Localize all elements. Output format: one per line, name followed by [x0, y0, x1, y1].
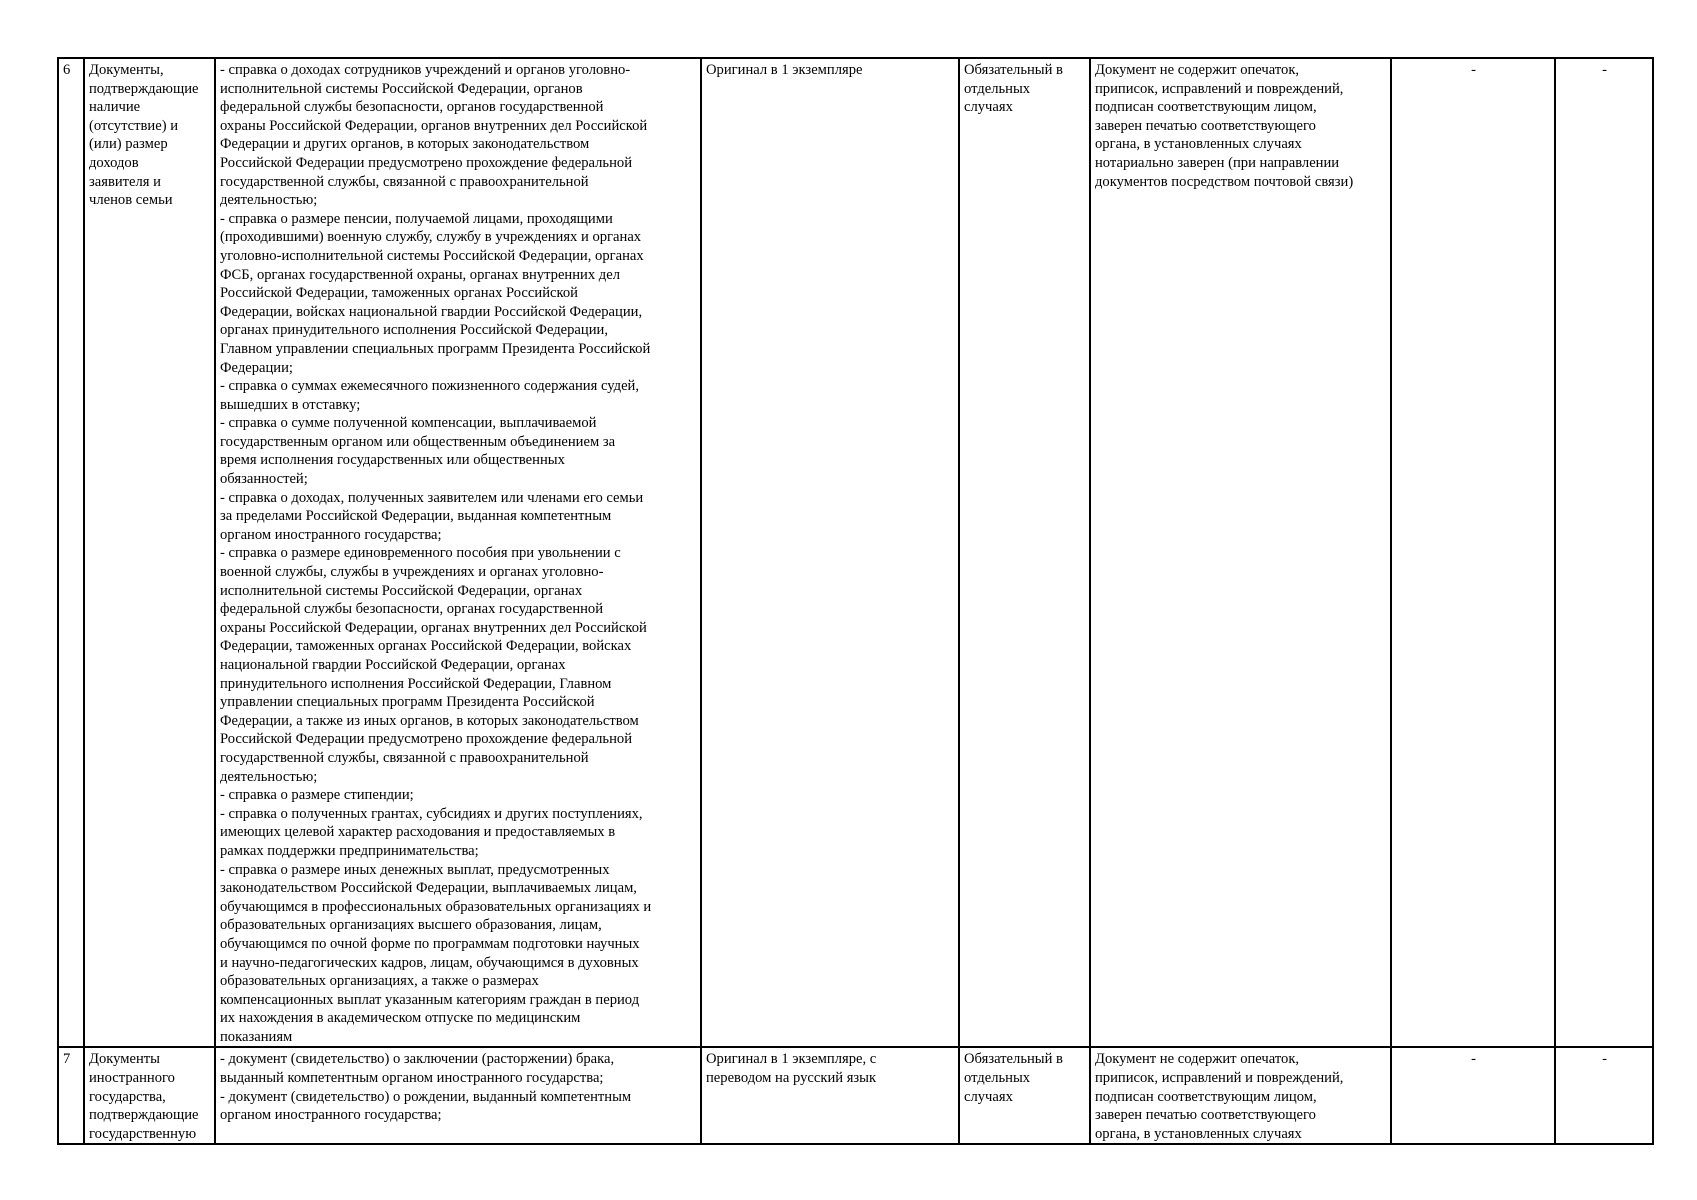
document-list: - документ (свидетельство) о заключении (расторжении) брака, выданный компетентным органом иностранного государства; - документ (свидетельство) о рождении, выданный компетентным органом иностранного государства;: [215, 1047, 701, 1144]
document-name: Документы иностранного государства, подтверждающие государственную: [84, 1047, 215, 1144]
requirement-status: Обязательный в отдельных случаях: [959, 58, 1090, 1047]
dash-cell: -: [1555, 1047, 1653, 1144]
document-list: - справка о доходах сотрудников учреждений и органов уголовно- исполнительной системы Российской Федерации, органов федеральной службы безопасности, органов государственной охраны Российской Федерации, органов внутренних дел Российской Федерации и других органов, в которых законодательством Российской Федерации предусмотрено прохождение федеральной государственной службы, связанной с правоохранительной деятельностью; - справка о размере пенсии, получаемой лицами, проходящими (проходившими) военную службу, службу в учреждениях и органах уголовно-исполнительной системы Российской Федерации, органах ФСБ, органах государственной охраны, органах внутренних дел Российской Федерации, таможенных органах Российской Федерации, войсках национальной гвардии Российской Федерации, органах принудительного исполнения Российской Федерации, Главном управлении специальных программ Президента Российской Федерации; - справка о суммах ежемесячного пожизненного содержания судей, вышедших в отставку; - справка о сумме полученной компенсации, выплачиваемой государственным органом или общественным объединением за время исполнения государственных или общественных обязанностей; - справка о доходах, полученных заявителем или членами его семьи за пределами Российской Федерации, выданная компетентным органом иностранного государства; - справка о размере единовременного пособия при увольнении с военной службы, службы в учреждениях и органах уголовно- исполнительной системы Российской Федерации, органах федеральной службы безопасности, органах государственной охраны Российской Федерации, органах внутренних дел Российской Федерации, таможенных органах Российской Федерации, войсках национальной гвардии Российской Федерации, органах принудительного исполнения Российской Федерации, Главном управлении специальных программ Президента Российской Федерации, а также из иных органов, в которых законодательством Российской Федерации предусмотрено прохождение федеральной государственной службы, связанной с правоохранительной деятельностью; - справка о размере стипендии; - справка о полученных грантах, субсидиях и других поступлениях, имеющих целевой характер расходования и предоставляемых в рамках поддержки предпринимательства; - справка о размере иных денежных выплат, предусмотренных законодательством Российской Федерации, выплачиваемых лицам, обучающимся в профессиональных образовательных организациях и образовательных организациях высшего образования, лицам, обучающимся по очной форме по программам подготовки научных и научно-педагогических кадров, лицам, обучающимся в духовных образовательных организациях, а также о размерах компенсационных выплат указанным категориям граждан в период их нахождения в академическом отпуске по медицинским показаниям: [215, 58, 701, 1047]
table-row: [58, 58, 1653, 1047]
document-requirements: Документ не содержит опечаток, приписок, исправлений и повреждений, подписан соответствующим лицом, заверен печатью соответствующего органа, в установленных случаях: [1090, 1047, 1391, 1144]
document-requirements: Документ не содержит опечаток, приписок, исправлений и повреждений, подписан соответствующим лицом, заверен печатью соответствующего органа, в установленных случаях нотариально заверен (при направлении документов посредством почтовой связи): [1090, 58, 1391, 1047]
table-row: [58, 1047, 1653, 1144]
dash-cell: -: [1555, 58, 1653, 1047]
row-number: 7: [58, 1047, 84, 1144]
document-form: Оригинал в 1 экземпляре, с переводом на русский язык: [701, 1047, 959, 1144]
documents-table: [57, 57, 1654, 1145]
document-name: Документы, подтверждающие наличие (отсутствие) и (или) размер доходов заявителя и членов семьи: [84, 58, 215, 1047]
dash-cell: -: [1391, 1047, 1555, 1144]
dash-cell: -: [1391, 58, 1555, 1047]
document-form: Оригинал в 1 экземпляре: [701, 58, 959, 1047]
requirement-status: Обязательный в отдельных случаях: [959, 1047, 1090, 1144]
row-number: 6: [58, 58, 84, 1047]
